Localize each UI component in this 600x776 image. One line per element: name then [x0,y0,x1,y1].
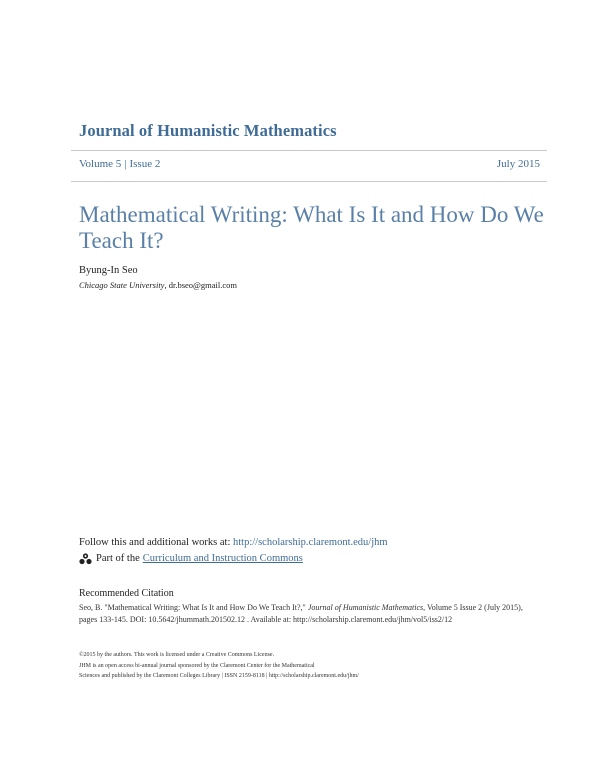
commons-link[interactable]: Curriculum and Instruction Commons [142,553,303,564]
header-top-divider [71,150,547,151]
citation-journal: Journal of Humanistic Mathematics [307,603,424,612]
article-title[interactable]: Mathematical Writing: What Is It and How Do We Teach It? [79,202,544,253]
footer-notice [79,650,529,682]
citation-text [79,602,524,626]
follow-line [79,537,388,548]
issue-link[interactable]: Issue 2 [129,158,161,170]
part-of-prefix: Part of the [96,553,140,564]
citation-part2: , Volume 5 Issue 2 (July 2015), pages 133-145. DOI: 10.5642/jhummath.201502.12 . Available at: http://scholarship.claremont.edu/jhm/vol5/iss2/12 [79,603,523,624]
volume-issue [79,158,160,170]
author-affiliation [79,280,237,290]
commons-network-icon [79,552,92,565]
citation-part1: Seo, B. "Mathematical Writing: What Is It and How Do We Teach It?," [79,603,308,612]
header-bottom-divider [71,181,547,182]
issue-date: July 2015 [496,158,540,170]
journal-title[interactable]: Journal of Humanistic Mathematics [79,121,337,140]
footer-publisher-line: Sciences and published by the Claremont Colleges Library | ISSN 2159-8118 | http://scholarship.claremont.edu/jhm/ [79,673,359,679]
part-of-line [79,552,303,565]
footer-sponsor-line: JHM is an open access bi-annual journal sponsored by the Claremont Center for the Mathematical [79,662,315,669]
author-name: Byung-In Seo [79,265,138,276]
recommended-citation-heading: Recommended Citation [79,588,174,599]
volume-issue-separator: | [124,158,127,170]
affiliation-institution: Chicago State University [79,280,165,290]
follow-url-link[interactable]: http://scholarship.claremont.edu/jhm [233,537,388,548]
affiliation-email[interactable]: , dr.bseo@gmail.com [164,280,237,290]
volume-link[interactable]: Volume 5 [79,158,122,170]
footer-license-line: ©2015 by the authors. This work is licensed under a Creative Commons License. [79,652,275,658]
issue-info-row [79,158,540,170]
follow-prefix: Follow this and additional works at: [79,537,233,548]
